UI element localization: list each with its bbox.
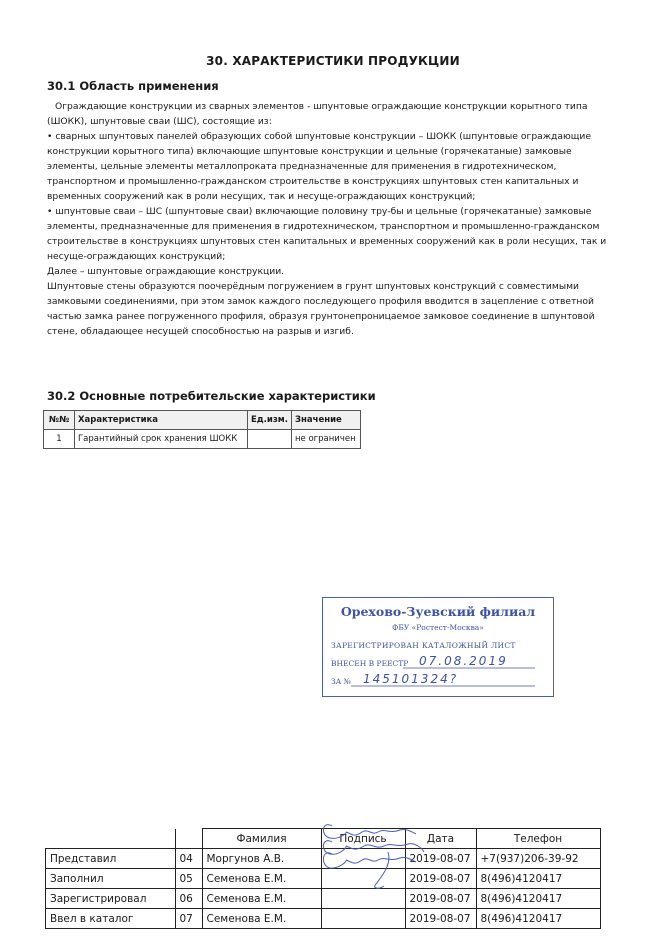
cell-code: 07 (175, 909, 202, 929)
registration-stamp (322, 597, 554, 697)
section-heading-scope: 30.1 Область применения (47, 79, 219, 93)
cell-role: Ввел в каталог (46, 909, 176, 929)
registration-row-registered (46, 889, 601, 909)
cell-phone: +7(937)206-39-92 (476, 849, 600, 869)
stamp-entered-label: ВНЕСЕН В РЕЕСТР (331, 659, 409, 668)
cell-date: 2019-08-07 (405, 889, 476, 909)
cell-code: 05 (175, 869, 202, 889)
registration-row-catalog (46, 909, 601, 929)
cell-code: 04 (175, 849, 202, 869)
cell-name: Семенова Е.М. (202, 909, 321, 929)
cell-role: Представил (46, 849, 176, 869)
stamp-organization: Орехово-Зуевский филиал (340, 604, 536, 619)
paragraph-further: Далее – шпунтовые ограждающие конструкции. (47, 266, 285, 277)
stamp-number-label: ЗА № (331, 677, 351, 686)
cell-role: Заполнил (46, 869, 176, 889)
cell-code: 06 (175, 889, 202, 909)
blank-header-cell (46, 829, 176, 849)
column-header-value: Значение (291, 411, 360, 430)
cell-characteristic: Гарантийный срок хранения ШОКК (75, 430, 248, 449)
cell-name: Семенова Е.М. (202, 869, 321, 889)
stamp-handwritten-date: 07.08.2019 (419, 654, 508, 668)
cell-role: Зарегистрировал (46, 889, 176, 909)
cell-unit (248, 430, 292, 449)
column-header-number: №№ (44, 411, 75, 430)
cell-name: Моргунов А.В. (202, 849, 321, 869)
cell-phone: 8(496)4120417 (476, 869, 600, 889)
page-title: 30. ХАРАКТЕРИСТИКИ ПРОДУКЦИИ (206, 54, 460, 68)
cell-number: 1 (44, 430, 75, 449)
paragraph-bullet-shs: • шпунтовые сваи – ШС (шпунтовые сваи) включающие половину тру-бы и цельные (горячекатаные) замковые элементы, предназначенные для применения в гидротехническом, транспортном и промышленно-гражданском строительстве в конструкциях шпунтовых стен капитальных и временных сооружений как в роли несущих, так и несуще-ограждающих конструкций; (47, 206, 607, 262)
cell-name: Семенова Е.М. (202, 889, 321, 909)
cell-date: 2019-08-07 (405, 909, 476, 929)
column-header-date: Дата (405, 829, 476, 849)
stamp-suborganization: ФБУ «Ростест-Москва» (392, 623, 484, 632)
stamp-registered-text: ЗАРЕГИСТРИРОВАН КАТАЛОЖНЫЙ ЛИСТ (331, 641, 516, 650)
column-header-phone: Телефон (476, 829, 600, 849)
paragraph-bullet-shokk: • сварных шпунтовых панелей образующих собой шпунтовые конструкции – ШОКК (шпунтовые ограждающие конструкции корытного типа) включающие шпунтовые конструкции и цельные (горячекатаные) замковые элементы, цельные элементы металлопроката предназначенные для применения в гидротехническом, транспортном и промышленно-гражданском строительстве в конструкциях шпунтовых стен капитальных и временных сооружений как в роли несущих, так и несуще-ограждающих конструкций; (47, 131, 592, 202)
table-row (44, 430, 361, 449)
scope-text (47, 99, 617, 339)
cell-phone: 8(496)4120417 (476, 889, 600, 909)
cell-signature (321, 889, 405, 909)
stamp-handwritten-number: 145101324? (363, 672, 459, 686)
cell-date: 2019-08-07 (405, 849, 476, 869)
signature-catalog (318, 834, 428, 890)
paragraph-intro: Ограждающие конструкции из сварных элементов - шпунтовые ограждающие конструкции корытного типа (ШОКК), шпунтовые сваи (ШС), состоящие из: (47, 101, 588, 127)
table-header-row (44, 411, 361, 430)
paragraph-walls: Шпунтовые стены образуются поочерёдным погружением в грунт шпунтовых конструкций с совместимыми замковыми соединениями, при этом замок каждого последующего профиля вводится в зацепление с ответной частью замка ранее погруженного профиля, образуя грунтонепроницаемое замковое соединение в шпунтовой стене, обладающее несущей способностью на разрыв и изгиб. (47, 281, 595, 337)
characteristics-table (43, 410, 361, 449)
column-header-surname: Фамилия (202, 829, 321, 849)
cell-value: не ограничен (291, 430, 360, 449)
cell-signature (321, 909, 405, 929)
column-header-unit: Ед.изм. (248, 411, 292, 430)
blank-header-cell (175, 829, 202, 849)
column-header-characteristic: Характеристика (75, 411, 248, 430)
section-heading-characteristics: 30.2 Основные потребительские характеристики (47, 389, 376, 403)
column-header-signature: Подпись (321, 829, 405, 849)
cell-date: 2019-08-07 (405, 869, 476, 889)
cell-phone: 8(496)4120417 (476, 909, 600, 929)
